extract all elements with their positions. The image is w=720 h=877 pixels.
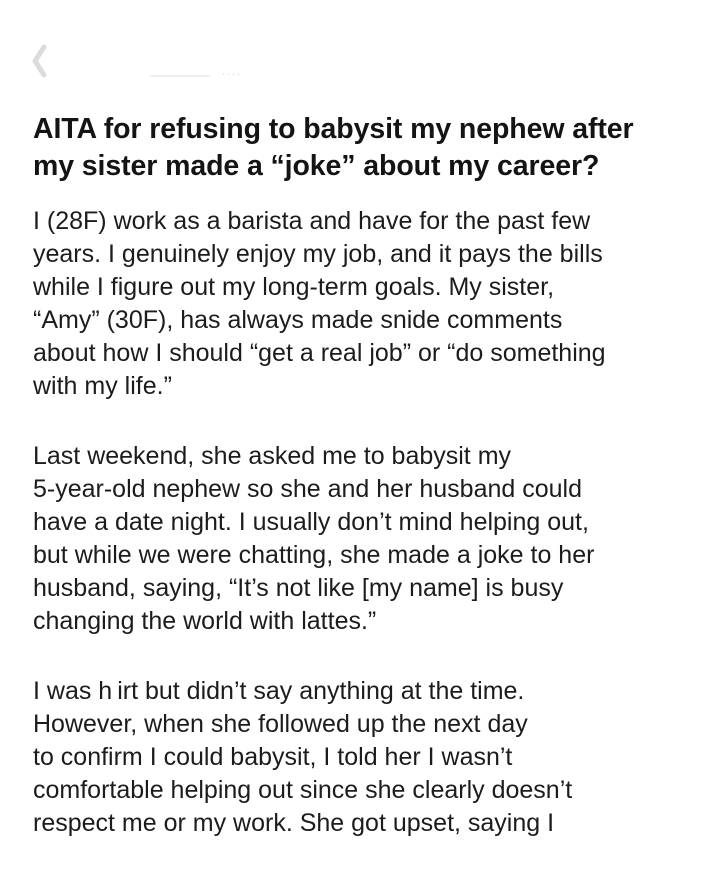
post-body xyxy=(33,205,703,840)
chevron-left-icon[interactable] xyxy=(30,44,48,78)
faint-header-text: .... xyxy=(222,66,243,78)
post-content xyxy=(33,111,703,877)
post-paragraph: Last weekend, she asked me to babysit my 5-year-old nephew so she and her husband could have a date night. I usually don’t mind helping out, but while we were chatting, she made a joke to her husband, saying, “It’s not like [my name] is busy changing the world with lattes.” xyxy=(33,442,595,635)
post-title: AITA for refusing to babysit my nephew after my sister made a “joke” about my career? xyxy=(33,113,634,182)
post-paragraph: I (28F) work as a barista and have for the past few years. I genuinely enjoy my job, and it pays the bills while I figure out my long-term goals. My sister, “Amy” (30F), has always made snide comments about how I should “get a real job” or “do something with my life.” xyxy=(33,207,606,400)
post-paragraph: I was h irt but didn’t say anything at the time. However, when she followed up the next day to confirm I could babysit, I told her I wasn’t comfortable helping out since she clearly doesn’t respect me or my work. She got upset, saying I xyxy=(33,677,573,837)
